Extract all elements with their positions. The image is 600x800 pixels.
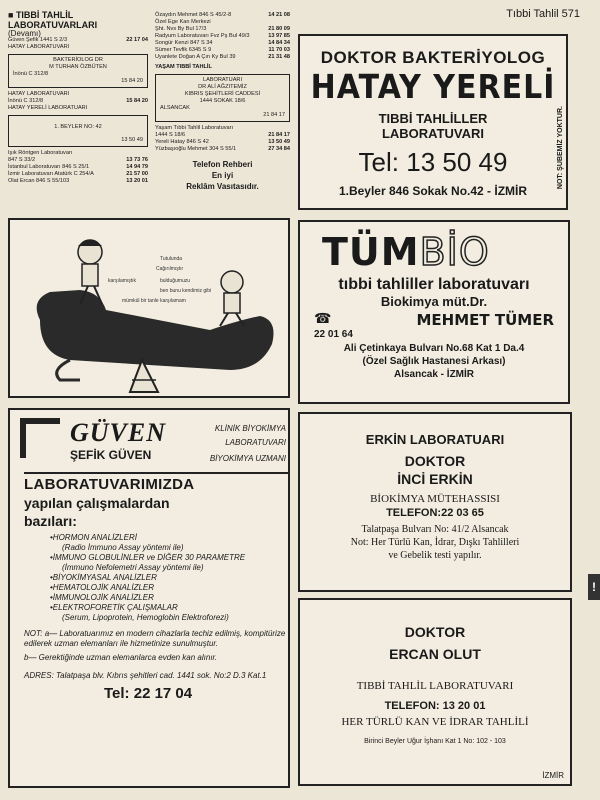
entry-name: HATAY LABORATUVARI [8,91,70,97]
directory-title: ■ TIBBİ TAHLİL LABORATUVARLARI [8,10,98,30]
entry-name: İzmir Laboratuvarı Atatürk C 254/A [8,171,94,177]
directory-entry [8,157,148,164]
entry-phone: 15 84 20 [126,98,148,104]
ercan-phone: TELEFON: 13 20 01 [384,700,486,712]
thumb-index-tab: ! [588,574,600,600]
entry-phone: 14 94 79 [126,164,148,170]
entry-name: HATAY LABORATUVARI [8,44,70,50]
entry-phone: 21 80 09 [268,26,290,32]
guven-tel: Tel: 22 17 04 [104,685,193,702]
entry-name: 1444 S 18/6 [155,132,186,138]
directory-entry [155,40,290,47]
erkin-ad [298,412,572,592]
erkin-line2: DOKTOR [404,453,466,469]
entry-name: 847 S 33/2 [8,157,36,163]
directory-entry [155,12,290,19]
directory-entry [155,47,290,54]
guven-address: ADRES: Talatpaşa blv. Kıbrıs şehitleri cad. 1441 sok. No:2 D.3 Kat.1 [24,671,267,680]
ercan-line5: HER TÜRLÜ KAN VE İDRAR TAHLİLİ [341,716,529,728]
erkin-address: Talatpaşa Bulvarı No: 41/2 Alsancak Not: Her Türlü Kan, İdrar, Dışkı Tahlilleri ve Gebelik testi yapılır. [350,524,520,561]
entry-name: Işık Röntgen Laboratuvarı [8,150,73,156]
decorative-bar [20,418,60,424]
hatay-name: HATAY YERELİ [310,68,556,107]
tumbio-address: Ali Çetinkaya Bulvarı No.68 Kat 1 Da.4 (Özel Sağlık Hastanesi Arkası) Alsancak - İZMİR [343,343,525,380]
guven-ad [8,408,290,788]
guven-specialty: KLİNİK BİYOKİMYA LABORATUVARI [214,424,286,447]
directory-entry [8,164,148,171]
directory-subtitle: (Devamı) [8,29,41,38]
cartoon-text-1: Tutulunda [160,256,183,262]
guven-main: LABORATUVARIMIZDA yapılan çalışmalardan bazıları: •HORMON ANALİZLERİ (Radio İmmuno Assay yöntemi ile) •İMMUNO GLOBULİNLER ve DİĞER 30 PARAMETRE (İmmuno Nefolemetri Assay yöntemi ile) •BİYOKİMYASAL ANALİZLER •HEMATOLOJİK ANALİZLER •İMMUNOLOJİK ANALİZLER •ELEKTROFORETİK ÇALIŞMALAR (Serum, Lipoprotein, Hemoglobin Elektroforezi) NOT: a— Laboratuarımız en modern cihazlarla techiz edilmiş, kompitürize edilerek uzman elemanları ile hizmetinize sunulmuştur. b— Gerektiğinde uzman elemanlarca evden kan alınır. ADRES: Talatpaşa blv. Kıbrıs şehitleri cad. 1441 sok. No:2 D.3 Kat.1 Tel: 22 17 04 [24,472,288,702]
entry-phone: 21 84 17 [268,132,290,138]
directory-entry [8,171,148,178]
entry-name: Yüzbaşıoğlu Mehmet 304 S 55/1 [155,146,237,152]
directory-entry [155,33,290,40]
directory-entry [155,146,290,153]
entry-name: Özaydın Mehmet 846 S 45/2-8 [155,12,232,18]
cartoon-text-3: karşılamıştık [108,278,137,284]
telephone-icon: ☎ [314,311,332,327]
entry-name: Sümer Tevfik 6345 S 9 [155,47,212,53]
entry-phone: 13 50 49 [268,139,290,145]
hatay-note: NOT: ŞUBEMİZ YOKTUR. [557,106,564,190]
cartoon-text-4: bulduğumuzu [160,278,191,284]
entry-name: İnönü C 312/8 [8,98,44,104]
directory-entry [155,19,290,26]
tumbio-ad [298,220,570,404]
guven-services-list: •HORMON ANALİZLERİ (Radio İmmuno Assay yöntemi ile) •İMMUNO GLOBULİNLER ve DİĞER 30 PARAMETRE (İmmuno Nefolemetri Assay yöntemi ile) •BİYOKİMYASAL ANALİZLER •HEMATOLOJİK ANALİZLER •İMMUNOLOJİK ANALİZLER •ELEKTROFORETİK ÇALIŞMALAR (Serum, Lipoprotein, Hemoglobin Elektroforezi) [50,533,246,622]
directory-entry [155,54,290,61]
directory-entry [8,98,148,105]
cartoon-text-6: mümkül bir tanle karşılamam [122,298,186,304]
guven-note-b: b— Gerektiğinde uzman elemanlarca evden kan alınır. [24,653,218,662]
entry-name: İstanbul Laboratuvarı 846 S 25/1 [8,164,90,170]
directory-entry [8,91,148,98]
entry-name: Güven Şefik 1441 S 2/3 [8,37,68,43]
directory-entry [155,139,290,146]
ercan-address: Birinci Beyler Uğur İşhanı Kat 1 No: 102 - 103 [364,738,506,745]
directory-entry [8,178,148,185]
entry-phone: 21 57 00 [126,171,148,177]
hatay-listing-box: BAKTERİOLOG DR M TURHAN ÖZBÜTEN İnönü C 312/8 15 84 20 [8,54,148,88]
hatay-line1: DOKTOR BAKTERİYOLOG [320,48,546,67]
hatay-tel: Tel: 13 50 49 [358,147,508,177]
erkin-line4: BİOKİMYA MÜTEHASSISI [370,493,500,505]
guven-name: GÜVEN [70,418,167,447]
yasam-title: YAŞAM TIBBİ TAHLİL [155,64,212,70]
hatay-line3: TIBBİ TAHLİLLER [378,111,488,126]
guven-note-a: NOT: a— Laboratuarımız en modern cihazlarla techiz edilmiş, kompitürize edilerek uzman elemanları ile hizmetinize sunulmuştur. [24,629,286,648]
ercan-city: İZMİR [542,771,564,780]
cartoon-text-5: ben bunu kendimiz gibi [160,288,212,294]
entry-phone: 13 73 76 [126,157,148,163]
directory-entry [155,125,290,132]
entry-name: Uyanlete Doğan A Çın Ky Bul 39 [155,54,236,60]
directory-entry [8,44,148,51]
directory-entry [8,150,148,157]
tumbio-line2: tıbbi tahliller laboratuvarı [338,276,530,293]
entry-phone: 27 34 84 [268,146,290,152]
directory-entry [155,132,290,139]
entry-phone: 14 84 34 [268,40,290,46]
erkin-line3: İNCİ ERKİN [397,471,473,487]
directory-column-2 [155,12,290,212]
erkin-line1: ERKİN LABORATUARI [365,432,505,447]
directory-entry [8,105,148,112]
tumbio-phone: 22 01 64 [314,329,353,340]
entry-name: Songür Kenzi 847 S 34 [155,40,213,46]
tumbio-doctor: ☎ MEHMET TÜMER [314,311,554,329]
yasam-listing-box: LABORATUARI DR ALİ AĞZITEMİZ KIBRIS ŞEHİTLERİ CADDESİ 1444 SOKAK 18/6 ALSANCAK 21 84 17 [155,74,290,122]
entry-name: HATAY YERELİ LABORATUARI [8,105,88,111]
entry-phone: 22 17 04 [126,37,148,43]
hatay-yereli-ad [298,34,568,210]
directory-column-1 [8,10,148,184]
promo-text: Telefon Rehberi En iyi Reklâm Vasıtasıdır. [186,160,259,191]
entry-name: Yaşam Tıbbi Tahlil Laboratuvarı [155,125,234,131]
entry-phone: 14 21 08 [268,12,290,18]
entry-name: Yereli Hatay 846 S 42 [155,139,209,145]
ercan-ad [298,598,572,786]
erkin-phone: TELEFON:22 03 65 [386,507,484,519]
cartoon-illustration [10,220,288,396]
hatay-address: 1.Beyler 846 Sokak No.42 - İZMİR [338,184,528,198]
hatay-line4: LABORATUVARI [381,126,485,141]
entry-name: Şht. Nvs By Bul 17/3 [155,26,207,32]
entry-name: Radyum Laboratuvarı Fvz Pş Bul 49/3 [155,33,250,39]
page-header: Tıbbi Tahlil 571 [506,8,580,20]
tumbio-line3: Biokimya müt.Dr. [380,294,488,309]
guven-doctor: ŞEFİK GÜVEN [70,448,152,462]
ercan-line2: ERCAN OLUT [389,646,481,662]
directory-entry [8,37,148,44]
cartoon-ad [8,218,290,398]
entry-name: Olat Ercan 846 S 55/103 [8,178,70,184]
entry-phone: 11 70 03 [268,47,290,53]
entry-phone: 13 20 01 [126,178,148,184]
ercan-line1: DOKTOR [404,624,466,640]
decorative-bar [20,418,26,458]
directory-entry [155,26,290,33]
entry-phone: 21 31 48 [268,54,290,60]
entry-name: Özel Ege Kan Merkezi [155,19,211,25]
tumbio-logo: TÜMBİO [322,230,490,274]
entry-phone: 13 97 85 [268,33,290,39]
guven-specialty-2: BİYOKİMYA UZMANI [209,454,286,463]
ercan-line3: TIBBİ TAHLİL LABORATUVARI [356,680,514,692]
beyler-listing-box: 1. BEYLER NO: 42 13 50 49 [8,115,148,147]
cartoon-text-2: Cağırılmıştır [156,266,184,272]
